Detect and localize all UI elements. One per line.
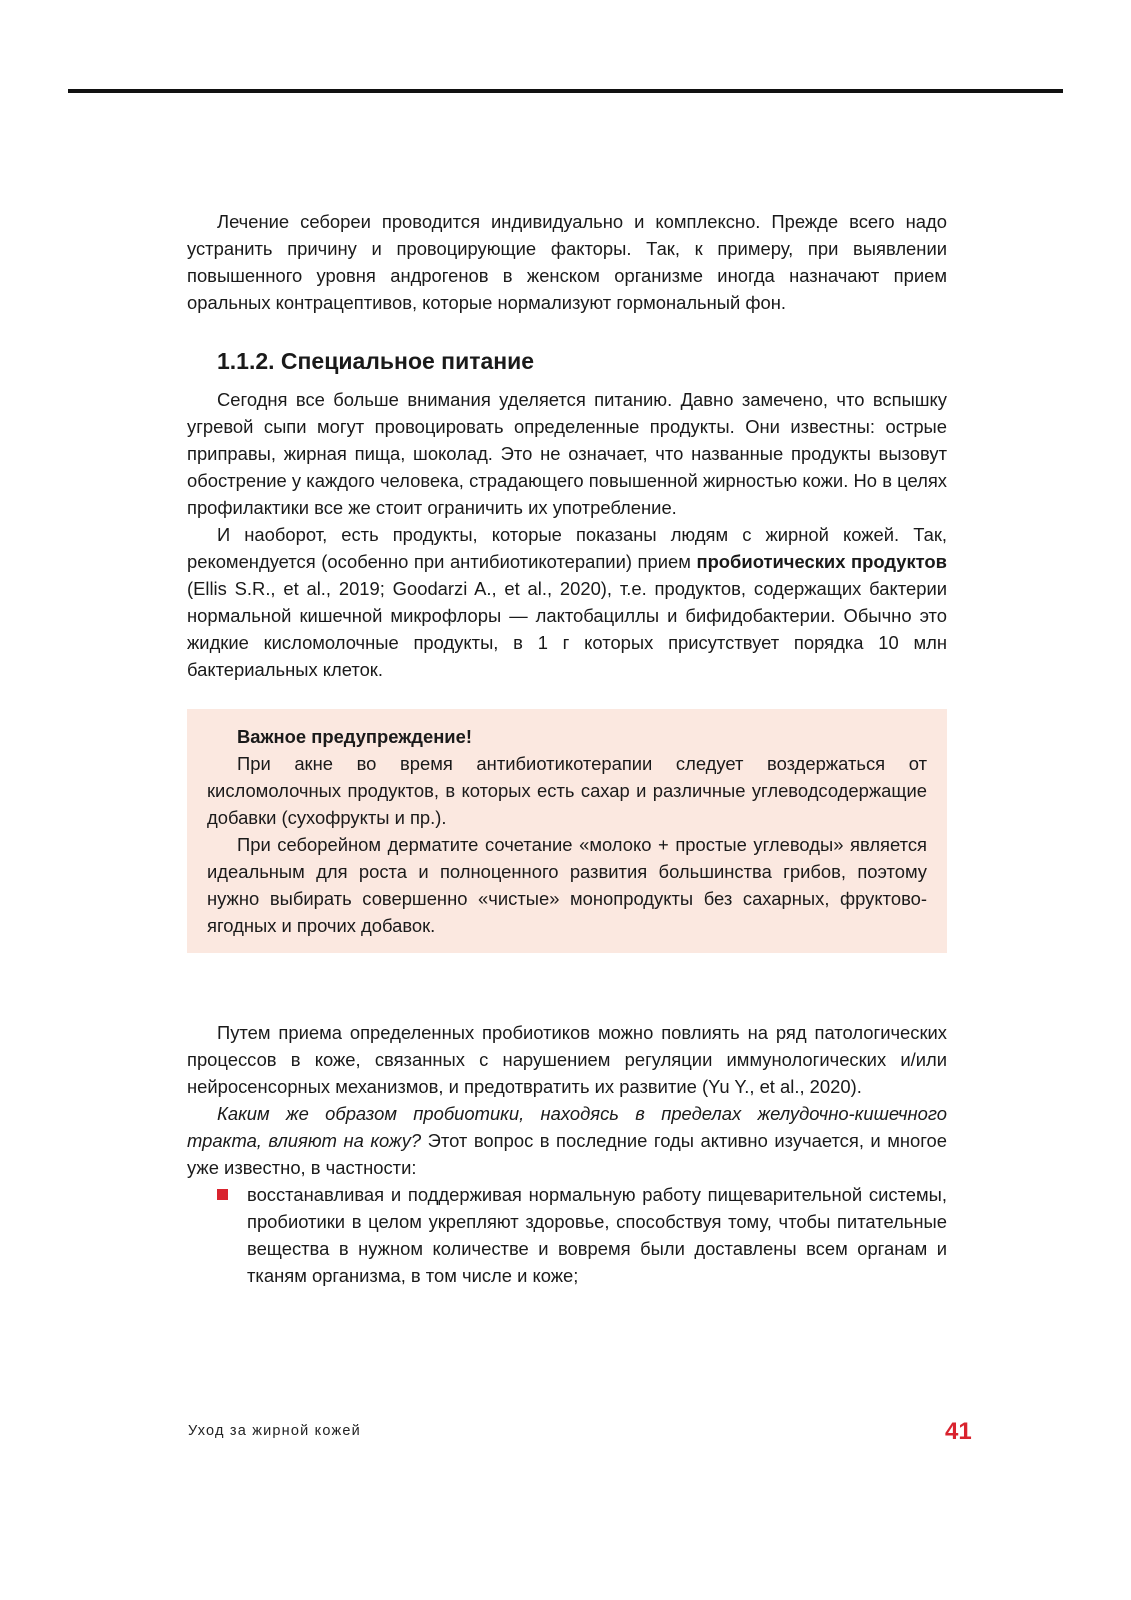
section-paragraph-1: Сегодня все больше внимания уделяется питанию. Давно замечено, что вспышку угревой сыпи могут провоцировать определенные продукты. Они известны: острые приправы, жирная пища, шоколад. Это не означает, что названные продукты вызовут обострение у каждого человека, страдающего повышенной жирностью кожи. Но в целях профилактики все же стоит ограничить их употребление. [187, 389, 947, 518]
page-content [187, 208, 947, 1289]
warning-box [187, 709, 947, 953]
question-rest: Этот вопрос в последние годы активно изучается, и многое уже известно, в частности: [187, 1130, 948, 1178]
question-italic: Каким же образом пробиотики, находясь в пределах желудочно-кишечного тракта, влияют на кожу? [187, 1103, 947, 1151]
warning-paragraph-1: При акне во время антибиотикотерапии следует воздержаться от кисломолочных продуктов, в которых есть сахар и различные углеводсодержащие добавки (сухофрукты и пр.). [207, 753, 927, 828]
page-number: 41 [945, 1418, 972, 1445]
p2-text-before: И наоборот, есть продукты, которые показаны людям с жирной кожей. Так, рекомендуется (особенно при антибиотикотерапии) прием [187, 524, 947, 572]
section-heading: 1.1.2. Специальное питание [217, 348, 535, 374]
top-rule [68, 89, 1063, 93]
p2-bold-term: пробиотических продуктов [696, 551, 947, 572]
red-square-bullet-icon [217, 1189, 228, 1200]
running-title: Уход за жирной кожей [188, 1423, 361, 1439]
bullet-list [187, 1181, 947, 1289]
question-paragraph [187, 1100, 947, 1181]
intro-paragraph: Лечение себореи проводится индивидуально и комплексно. Прежде всего надо устранить причину и провоцирующие факторы. Так, к примеру, при выявлении повышенного уровня андрогенов в женском организме иногда назначают прием оральных контрацептивов, которые нормализуют гормональный фон. [187, 211, 947, 313]
p2-text-after: (Ellis S.R., et al., 2019; Goodarzi A., et al., 2020), т.е. продуктов, содержащих бактерии нормальной кишечной микрофлоры — лактобациллы и бифидобактерии. Обычно это жидкие кисломолочные продукты, в 1 г которых присутствует порядка 10 млн бактериальных клеток. [187, 578, 947, 680]
probiotics-paragraph: Путем приема определенных пробиотиков можно повлиять на ряд патологических процессов в коже, связанных с нарушением регуляции иммунологических и/или нейросенсорных механизмов, и предотвратить их развитие (Yu Y., et al., 2020). [187, 1022, 947, 1097]
warning-title: Важное предупреждение! [237, 726, 472, 747]
section-paragraph-2 [187, 521, 947, 683]
list-item-text: восстанавливая и поддерживая нормальную работу пищеварительной системы, пробиотики в целом укрепляют здоровье, способствуя тому, чтобы питательные вещества в нужном количестве и вовремя были доставлены всем органам и тканям организма, в том числе и коже; [247, 1184, 947, 1286]
warning-paragraph-2: При себорейном дерматите сочетание «молоко + простые углеводы» является идеальным для роста и полноценного развития большинства грибов, поэтому нужно выбирать совершенно «чистые» монопродукты без сахарных, фруктово-ягодных и прочих добавок. [207, 834, 927, 936]
after-box-section [187, 1019, 947, 1289]
list-item [187, 1181, 947, 1289]
